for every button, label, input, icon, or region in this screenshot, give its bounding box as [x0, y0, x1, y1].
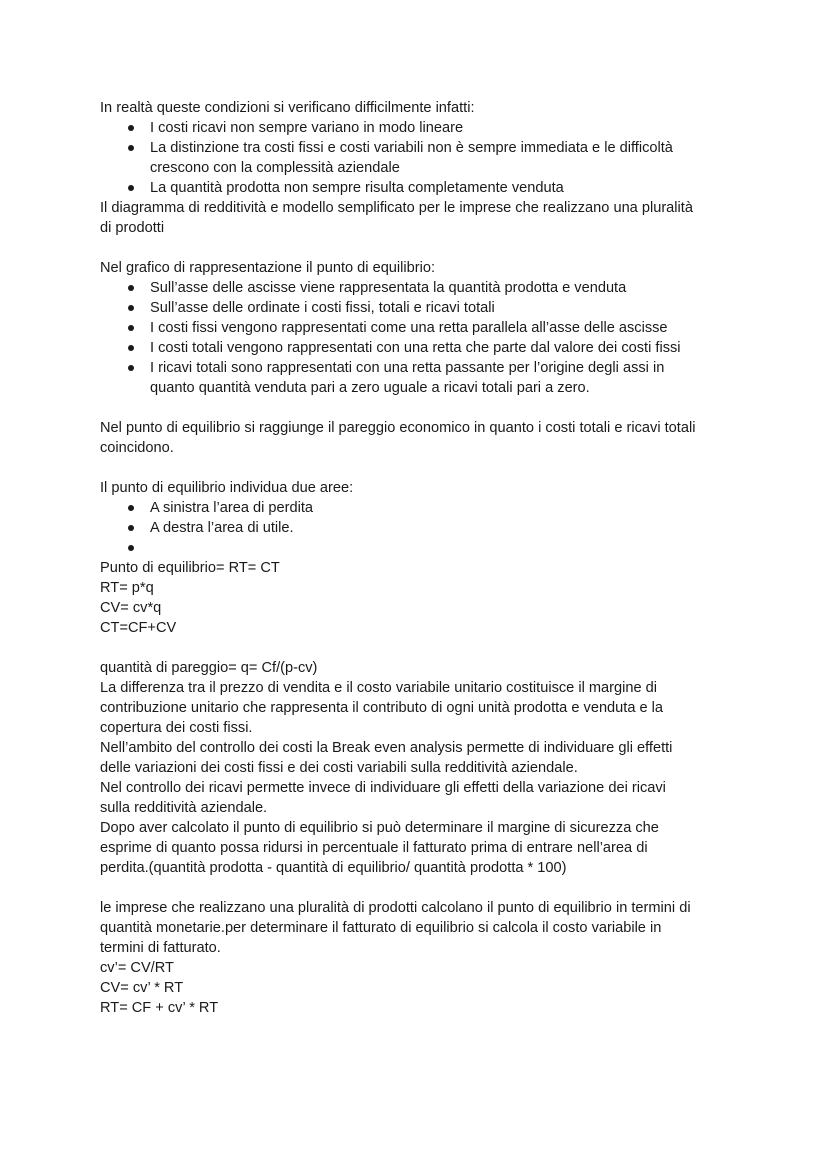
list-item: I costi fissi vengono rappresentati come una retta parallela all’asse delle ascisse [100, 318, 740, 338]
list-item: I costi totali vengono rappresentati con una retta che parte dal valore dei costi fissi [100, 338, 740, 358]
spacer [100, 398, 740, 418]
list-item-text: I ricavi totali sono rappresentati con una retta passante per l’origine degli assi in quanto quantità venduta pari a zero uguale a ricavi totali pari a zero. [150, 360, 665, 396]
list-item-text: La distinzione tra costi fissi e costi variabili non è sempre immediata e le difficoltà crescono con la complessità aziendale [150, 140, 673, 176]
paragraph-intro-areas: Il punto di equilibrio individua due aree: [100, 480, 354, 496]
list-item-empty [100, 538, 740, 558]
paragraph-text: termini di fatturato. [100, 940, 221, 956]
paragraph-text: Il diagramma di redditività e modello semplificato per le imprese che realizzano una pluralità [100, 200, 693, 216]
formula-line: cv’= CV/RT [100, 960, 174, 976]
paragraph-text: perdita.(quantità prodotta - quantità di equilibrio/ quantità prodotta * 100) [100, 860, 567, 876]
paragraph-text: Nel controllo dei ricavi permette invece di individuare gli effetti della variazione dei ricavi [100, 780, 666, 796]
paragraph-intro-graph: Nel grafico di rappresentazione il punto di equilibrio: [100, 260, 436, 276]
list-item: Sull’asse delle ordinate i costi fissi, totali e ricavi totali [100, 298, 740, 318]
paragraph-intro-conditions: In realtà queste condizioni si verificano difficilmente infatti: [100, 100, 475, 116]
paragraph-text: copertura dei costi fissi. [100, 720, 253, 736]
spacer [100, 878, 740, 898]
bullet-list-conditions [100, 118, 740, 198]
paragraph-text: La differenza tra il prezzo di vendita e il costo variabile unitario costituisce il margine di [100, 680, 658, 696]
document-content [100, 98, 740, 1018]
paragraph-text: coincidono. [100, 440, 174, 456]
paragraph-text: Dopo aver calcolato il punto di equilibrio si può determinare il margine di sicurezza che [100, 820, 659, 836]
paragraph-text: le imprese che realizzano una pluralità di prodotti calcolano il punto di equilibrio in termini di [100, 900, 691, 916]
paragraph-text: esprime di quanto possa ridursi in percentuale il fatturato prima di entrare nell’area di [100, 840, 648, 856]
bullet-list-areas [100, 498, 740, 558]
list-item: Sull’asse delle ascisse viene rappresentata la quantità prodotta e venduta [100, 278, 740, 298]
paragraph-text: Nell’ambito del controllo dei costi la Break even analysis permette di individuare gli effetti [100, 740, 673, 756]
formula-line: CV= cv*q [100, 600, 162, 616]
paragraph-text: di prodotti [100, 220, 165, 236]
formula-line: quantità di pareggio= q= Cf/(p-cv) [100, 660, 318, 676]
formula-line: Punto di equilibrio= RT= CT [100, 560, 280, 576]
list-item: La quantità prodotta non sempre risulta completamente venduta [100, 178, 740, 198]
formula-line: RT= CF + cv’ * RT [100, 1000, 219, 1016]
formula-line: CV= cv’ * RT [100, 980, 184, 996]
paragraph-text: sulla redditività aziendale. [100, 800, 268, 816]
list-item [100, 358, 740, 398]
bullet-list-graph [100, 278, 740, 398]
list-item: I costi ricavi non sempre variano in modo lineare [100, 118, 740, 138]
paragraph-text: delle variazioni dei costi fissi e dei costi variabili sulla redditività aziendale. [100, 760, 578, 776]
paragraph-text: quantità monetarie.per determinare il fatturato di equilibrio si calcola il costo variabile in [100, 920, 662, 936]
spacer [100, 238, 740, 258]
formula-line: RT= p*q [100, 580, 154, 596]
list-item: A destra l’area di utile. [100, 518, 740, 538]
spacer [100, 638, 740, 658]
spacer [100, 458, 740, 478]
formula-line: CT=CF+CV [100, 620, 177, 636]
paragraph-text: contribuzione unitario che rappresenta il contributo di ogni unità prodotta e venduta e la [100, 700, 664, 716]
paragraph-text: Nel punto di equilibrio si raggiunge il pareggio economico in quanto i costi totali e ricavi totali [100, 420, 696, 436]
list-item [100, 138, 740, 178]
list-item: A sinistra l’area di perdita [100, 498, 740, 518]
